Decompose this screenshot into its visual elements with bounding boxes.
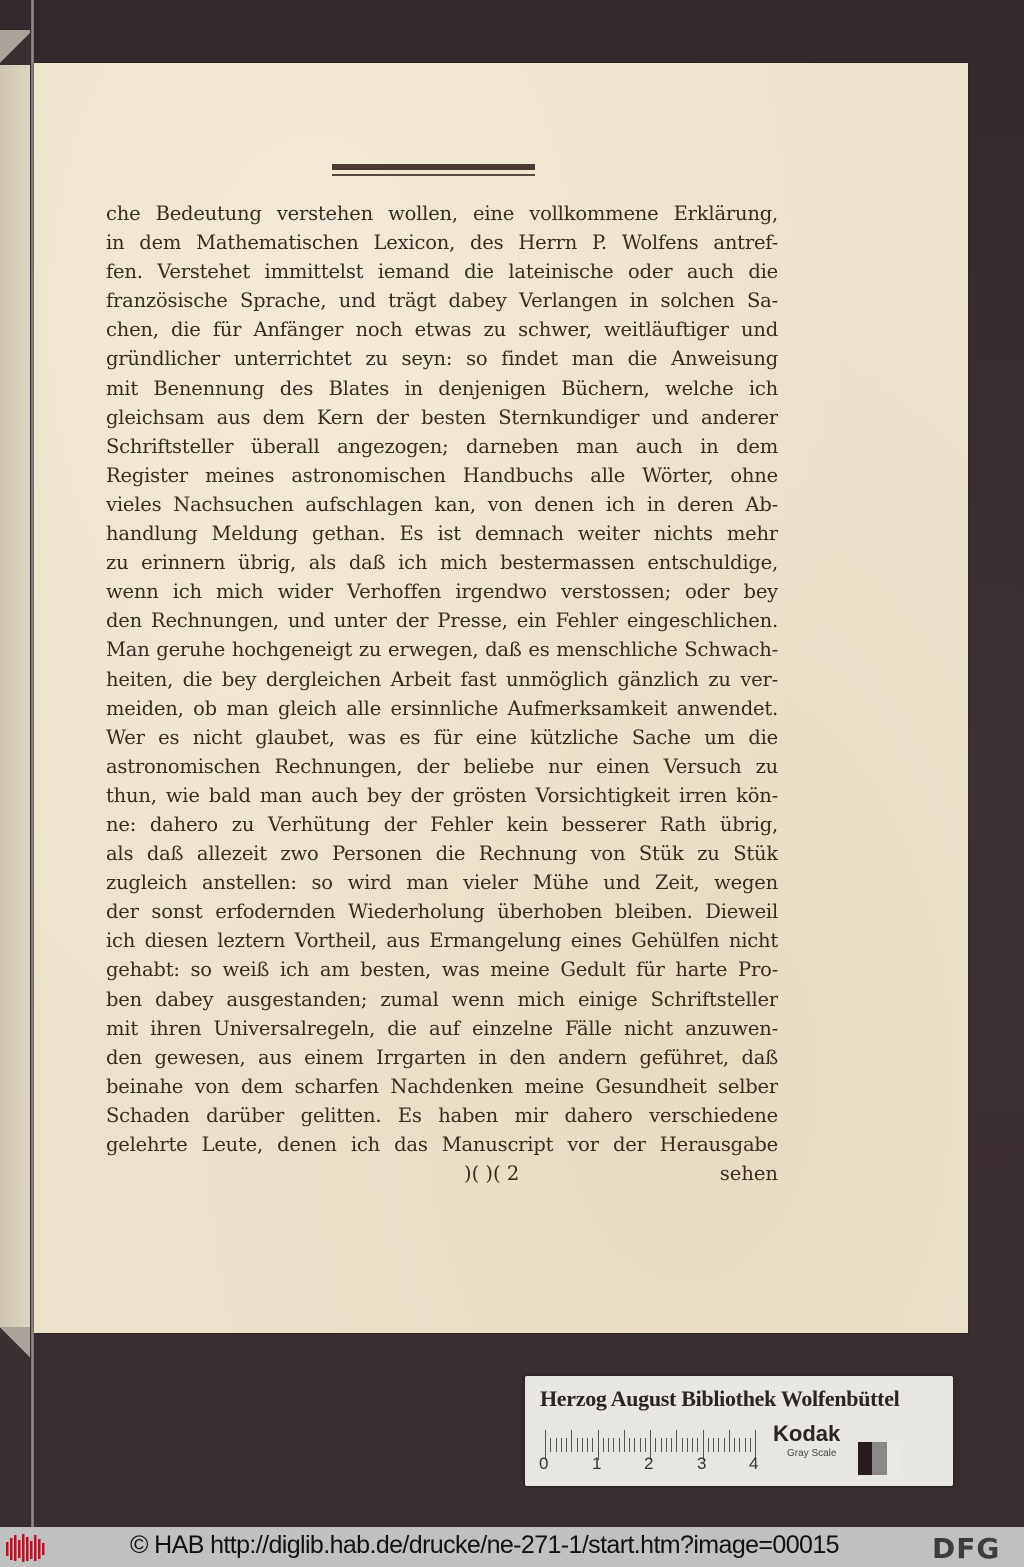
text-line: thun, wie bald man auch bey der grösten Vorsichtigkeit irren kön- [106, 783, 778, 807]
ruler-tick [587, 1438, 588, 1452]
ruler-tick [750, 1438, 751, 1452]
hab-logo-icon [5, 1532, 47, 1564]
ruler-tick [640, 1438, 641, 1452]
gray-scale-swatches [858, 1442, 901, 1475]
ruler-tick [661, 1438, 662, 1452]
text-line: den gewesen, aus einem Irrgarten in den andern geführet, daß [106, 1045, 778, 1069]
previous-page-edge [0, 40, 30, 1340]
text-line: astronomischen Rechnungen, der beliebe nur einen Versuch zu [106, 754, 778, 778]
text-line: als daß allezeit zwo Personen die Rechnung von Stük zu Stük [106, 842, 778, 866]
ruler-tick [739, 1438, 740, 1452]
ruler-tick [729, 1430, 730, 1452]
ruler-tick [566, 1438, 567, 1452]
kodak-logo: Kodak [773, 1421, 841, 1446]
ruler-tick [682, 1438, 683, 1452]
text-line: zu erinnern übrig, als daß ich mich bestermassen entschuldige, [106, 551, 778, 575]
text-line: ben dabey ausgestanden; zumal wenn mich einige Schriftsteller [106, 987, 778, 1011]
footer-bar [0, 1527, 1024, 1567]
text-line: gründlicher unterrichtet zu seyn: so findet man die Anweisung [106, 347, 778, 371]
text-line: Wer es nicht glaubet, was es für eine kützliche Sache um die [106, 725, 778, 749]
ruler-tick [697, 1438, 698, 1452]
ruler-tick [734, 1438, 735, 1452]
page-edge-shadow-bottom [0, 1327, 30, 1357]
swatch-white [887, 1442, 901, 1475]
text-line: der sonst erfodernden Wiederholung überhoben bleiben. Dieweil [106, 900, 778, 924]
ruler-tick [603, 1438, 604, 1452]
text-line: gelehrte Leute, denen ich das Manuscript vor der Herausgabe [106, 1133, 778, 1156]
color-calibration-card [525, 1376, 953, 1486]
ruler-label: 0 [539, 1454, 549, 1473]
text-line: mit Benennung des Blates in denjenigen Büchern, welche ich [106, 376, 778, 400]
page-edge-shadow-top [0, 30, 30, 65]
text-line: Register meines astronomischen Handbuchs alle Wörter, ohne [106, 463, 778, 487]
ruler-tick [745, 1438, 746, 1452]
ruler-tick [582, 1438, 583, 1452]
text-line: den Rechnungen, und unter der Presse, ein Fehler eingeschlichen. [106, 609, 778, 633]
gray-scale-label: Gray Scale [787, 1448, 837, 1459]
ruler-tick [592, 1438, 593, 1452]
text-line: Man geruhe hochgeneigt zu erwegen, daß es menschliche Schwach- [106, 638, 778, 662]
ruler-tick [708, 1438, 709, 1452]
text-line: zugleich anstellen: so wird man vieler Mühe und Zeit, wegen [106, 871, 778, 895]
ruler-tick [577, 1438, 578, 1452]
ruler-tick [655, 1438, 656, 1452]
body-text [106, 199, 778, 1188]
text-line: meiden, ob man gleich alle ersinnliche Aufmerksamkeit anwendet. [106, 696, 778, 720]
dfg-logo: DFG [932, 1532, 1001, 1565]
book-page [34, 63, 968, 1333]
ruler-label: 3 [697, 1454, 707, 1473]
text-line: in dem Mathematischen Lexicon, des Herrn P. Wolfens antref- [106, 231, 778, 255]
ruler-tick [613, 1438, 614, 1452]
ruler-tick [619, 1438, 620, 1452]
ruler-tick [550, 1438, 551, 1452]
ruler-tick [676, 1430, 677, 1452]
ruler-tick [608, 1438, 609, 1452]
text-line: französische Sprache, und trägt dabey Verlangen in solchen Sa- [106, 289, 778, 313]
text-line: ne: dahero zu Verhütung der Fehler kein besserer Rath übrig, [106, 812, 778, 836]
catchword: sehen [719, 1162, 778, 1186]
ruler-tick [692, 1438, 693, 1452]
ruler-tick [645, 1438, 646, 1452]
ruler-label: 2 [644, 1454, 654, 1473]
ruler-tick [634, 1438, 635, 1452]
ruler-label: 1 [592, 1454, 602, 1473]
page-footer-row [106, 1159, 778, 1188]
header-rule [332, 164, 535, 176]
ruler-tick [718, 1438, 719, 1452]
ruler-tick [687, 1438, 688, 1452]
card-title: Herzog August Bibliothek Wolfenbüttel [540, 1386, 900, 1411]
copyright-url-text: © HAB http://diglib.hab.de/drucke/ne-271-1/start.htm?image=00015 [130, 1531, 839, 1559]
text-line: wenn ich mich wider Verhoffen irgendwo verstossen; oder bey [106, 580, 778, 604]
text-line: fen. Verstehet immittelst iemand die lateinische oder auch die [106, 260, 778, 284]
text-line: mit ihren Universalregeln, die auf einzelne Fälle nicht anzuwen- [106, 1016, 778, 1040]
ruler-tick [571, 1430, 572, 1452]
text-line: handlung Meldung gethan. Es ist demnach weiter nichts mehr [106, 522, 778, 546]
text-line: gehabt: so weiß ich am besten, was meine Gedult für harte Pro- [106, 958, 778, 982]
ruler-tick [629, 1438, 630, 1452]
ruler-label: 4 [749, 1454, 759, 1473]
text-line: vieles Nachsuchen aufschlagen kan, von denen ich in deren Ab- [106, 492, 778, 516]
signature-mark: )( )( 2 [464, 1162, 520, 1186]
ruler-tick [561, 1438, 562, 1452]
ruler-tick [713, 1438, 714, 1452]
ruler-tick [671, 1438, 672, 1452]
text-line: Schriftsteller überall angezogen; darneben man auch in dem [106, 434, 778, 458]
header-rule-thin [332, 174, 535, 176]
text-line: gleichsam aus dem Kern der besten Sternkundiger und anderer [106, 405, 778, 429]
text-line: che Bedeutung verstehen wollen, eine vollkommene Erklärung, [106, 202, 778, 225]
ruler-tick [666, 1438, 667, 1452]
text-line: heiten, die bey dergleichen Arbeit fast unmöglich gänzlich zu ver- [106, 667, 778, 691]
text-line: chen, die für Anfänger noch etwas zu schwer, weitläuftiger und [106, 318, 778, 342]
ruler-tick [724, 1438, 725, 1452]
text-line: beinahe von dem scharfen Nachdenken meine Gesundheit selber [106, 1074, 778, 1098]
ruler-tick [556, 1438, 557, 1452]
text-line: ich diesen leztern Vortheil, aus Ermangelung eines Gehülfen nicht [106, 929, 778, 953]
text-line: Schaden darüber gelitten. Es haben mir dahero verschiedene [106, 1103, 778, 1127]
swatch-black [858, 1442, 872, 1475]
swatch-gray [872, 1442, 886, 1475]
ruler-tick [624, 1430, 625, 1452]
